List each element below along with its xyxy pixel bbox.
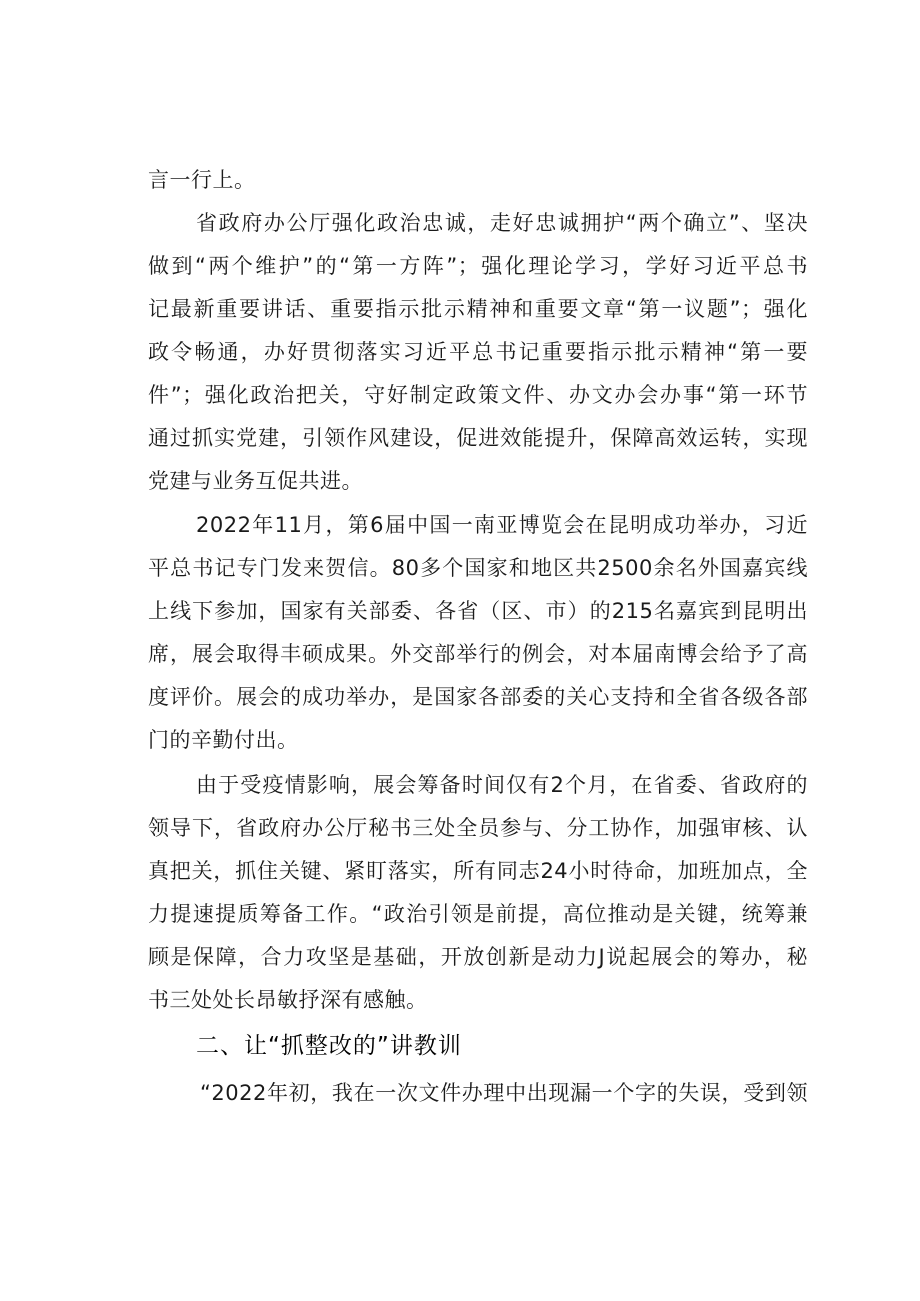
text-line: 通过抓实党建，引领作风建设，促进效能提升，保障高效运转，实现 bbox=[148, 426, 808, 450]
text-line: 席，展会取得丰硕成果。外交部举行的例会，对本届南博会给予了高 bbox=[148, 642, 808, 666]
section-heading: 二、让“抓整改的”讲教训 bbox=[196, 1033, 462, 1059]
text-line: 上线下参加，国家有关部委、各省（区、市）的215名嘉宾到昆明出 bbox=[148, 599, 808, 623]
text-line: 度评价。展会的成功举办，是国家各部委的关心支持和全省各级各部 bbox=[148, 685, 808, 709]
text-line: 平总书记专门发来贺信。80多个国家和地区共2500余名外国嘉宾线 bbox=[148, 556, 808, 580]
paragraph-first-line: 由于受疫情影响，展会筹备时间仅有2个月，在省委、省政府的 bbox=[196, 773, 808, 797]
text-line: 门的辛勤付出。 bbox=[148, 728, 299, 752]
text-line: 党建与业务互促共进。 bbox=[148, 469, 363, 493]
text-line: 书三处处长昂敏抒深有感触。 bbox=[148, 988, 428, 1012]
text-line: 政令畅通，办好贯彻落实习近平总书记重要指示批示精神“第一要 bbox=[148, 340, 808, 364]
paragraph-first-line: 2022年11月，第6届中国一南亚博览会在昆明成功举办，习近 bbox=[196, 513, 808, 537]
text-line: 记最新重要讲话、重要指示批示精神和重要文章“第一议题”；强化 bbox=[148, 297, 808, 321]
paragraph-first-line: “2022年初，我在一次文件办理中出现漏一个字的失误，受到领 bbox=[200, 1081, 808, 1105]
text-line: 做到“两个维护”的“第一方阵”；强化理论学习，学好习近平总书 bbox=[148, 254, 808, 278]
text-line: 言一行上。 bbox=[148, 168, 256, 192]
text-line: 顾是保障，合力攻坚是基础，开放创新是动力J说起展会的筹办，秘 bbox=[148, 945, 808, 969]
text-line: 件”；强化政治把关，守好制定政策文件、办文办会办事“第一环节 bbox=[148, 383, 808, 407]
text-line: 领导下，省政府办公厅秘书三处全员参与、分工协作，加强审核、认 bbox=[148, 816, 808, 840]
paragraph-first-line: 省政府办公厅强化政治忠诚，走好忠诚拥护“两个确立”、坚决 bbox=[196, 211, 808, 235]
text-line: 力提速提质筹备工作。“政治引领是前提，高位推动是关键，统筹兼 bbox=[148, 902, 808, 926]
text-line: 真把关，抓住关键、紧盯落实，所有同志24小时待命，加班加点，全 bbox=[148, 859, 808, 883]
